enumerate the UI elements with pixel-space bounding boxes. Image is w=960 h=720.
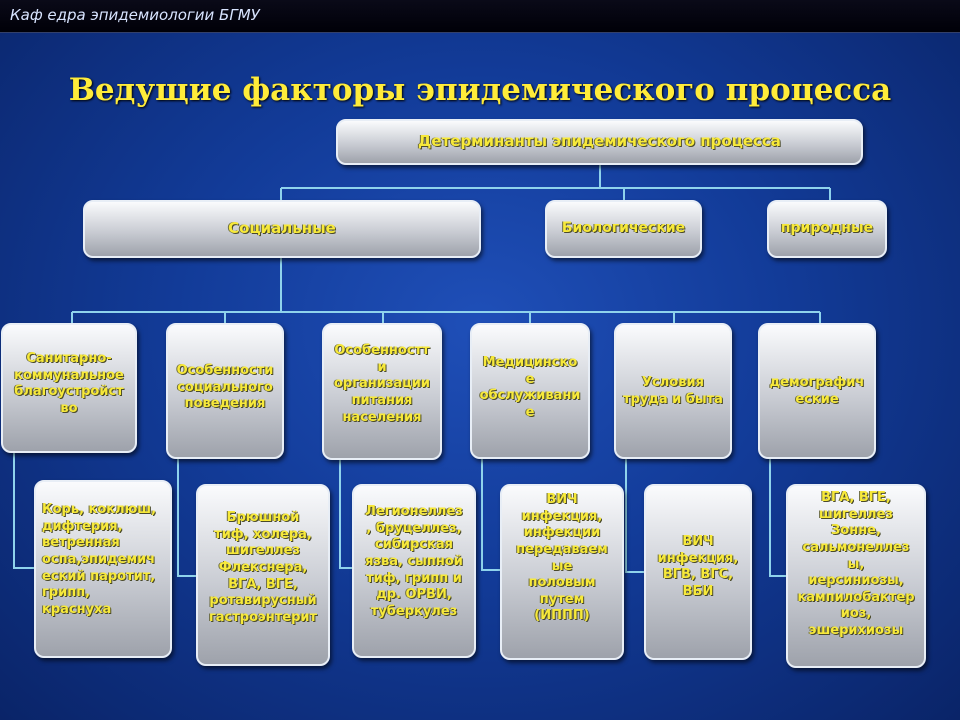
- disease-list: Легионеллез , бруцеллез, сибирская язва, сыпной тиф, грипп и др. ОРВИ, туберкулез: [365, 504, 463, 619]
- factor-label: Особенности социального поведения: [176, 363, 274, 412]
- connector-line: [14, 452, 36, 568]
- disease-list: ВИЧ инфекция, инфекции передавaем ые половым путем (ИППП): [516, 492, 608, 624]
- disease-box-2: [196, 484, 330, 666]
- factor-box-sanitary: [1, 323, 137, 453]
- category-label: природные: [780, 220, 874, 237]
- disease-list: ВГА, ВГЕ, шигеллез Зонне, сальмонеллез ы, иерсиниозы, кампилобактер иоз, эшерихиозы: [797, 490, 915, 638]
- disease-list: ВИЧ инфекция, ВГВ, ВГС, ВБИ: [657, 534, 739, 599]
- disease-box-1: [34, 480, 172, 658]
- factor-box-social-behavior: [166, 323, 284, 459]
- category-box-social: [83, 200, 481, 258]
- disease-list: Корь, коклюш, дифтерия, ветренная оспа,эпидемич еский паротит, грипп, краснуха: [42, 502, 157, 617]
- root-box-determinants: [336, 119, 863, 165]
- factor-box-work-living: [614, 323, 732, 459]
- department-title: Каф едра эпидемиологии БГМУ: [10, 6, 260, 24]
- disease-box-3: [352, 484, 476, 658]
- factor-label: Условия труда и быта: [623, 375, 723, 407]
- factor-label: Санитарно- коммунальное благоустройст во: [14, 351, 124, 416]
- factor-label: Медицинско е обслуживани е: [479, 355, 581, 420]
- disease-box-6: [786, 484, 926, 668]
- factor-box-nutrition: [322, 323, 442, 460]
- disease-box-4: [500, 484, 624, 660]
- connector-line: [178, 458, 198, 576]
- root-label: Детерминанты эпидемического процесса: [418, 132, 781, 151]
- factor-box-medical-service: [470, 323, 590, 459]
- category-label: Биологические: [561, 220, 686, 237]
- category-box-biological: [545, 200, 702, 258]
- connector-line: [626, 458, 646, 572]
- factor-box-demographic: [758, 323, 876, 459]
- slide-title: Ведущие факторы эпидемического процесса: [68, 72, 892, 108]
- connector-line: [482, 458, 502, 570]
- disease-box-5: [644, 484, 752, 660]
- disease-list: Брюшной тиф, холера, шигеллез Флекснера, ВГА, ВГЕ, ротавирусный гастроэнтерит: [208, 510, 318, 625]
- factor-label: Особенностт и организации питания населения: [333, 343, 431, 425]
- category-label: Социальные: [228, 219, 336, 238]
- category-box-natural: [767, 200, 887, 258]
- factor-label: демографич еские: [769, 375, 865, 407]
